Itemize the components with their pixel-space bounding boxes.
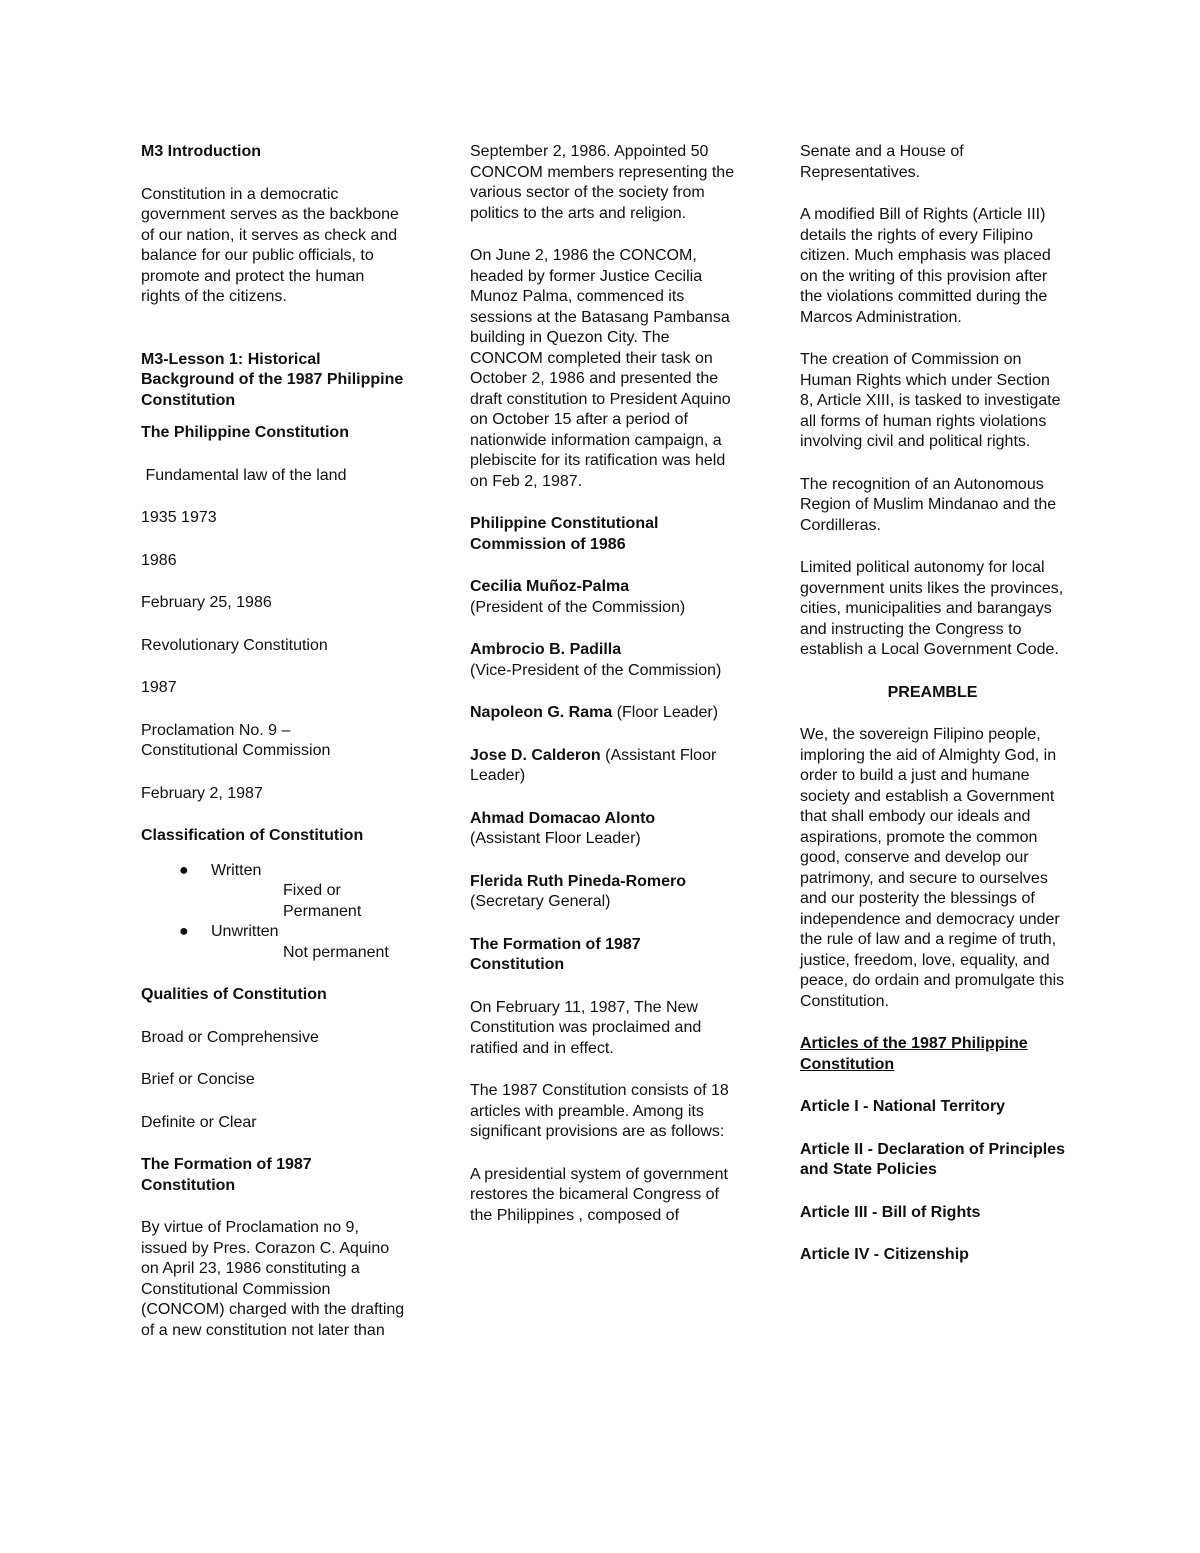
member-entry	[470, 640, 735, 681]
member-name: Ahmad Domacao Alonto	[470, 809, 656, 827]
column-3	[800, 142, 1065, 1288]
article-item: Article IV - Citizenship	[800, 1246, 969, 1263]
formation-heading: The Formation of 1987 Constitution	[141, 1156, 312, 1194]
member-entry	[470, 872, 735, 913]
quality-item: Brief or Concise	[141, 1071, 255, 1088]
member-role: (Floor Leader)	[612, 704, 719, 721]
bill-of-rights-text: A modified Bill of Rights (Article III) details the rights of every Filipino citizen. Much emphasis was placed on the writing of this provision after the violations committed during the Marcos Administration.	[800, 206, 1051, 326]
autonomous-text: The recognition of an Autonomous Region of Muslim Mindanao and the Cordilleras.	[800, 475, 1057, 534]
article-item: Article II - Declaration of Principles and State Policies	[800, 1140, 1065, 1178]
senate-text: Senate and a House of Representatives.	[800, 143, 964, 181]
articles-heading: Articles of the 1987 Philippine Constitution	[800, 1035, 1028, 1073]
qualities-heading: Qualities of Constitution	[141, 986, 327, 1003]
list-item-sub: Not permanent	[283, 943, 389, 961]
year-1986-text: 1986	[141, 551, 177, 569]
article-item: Article III - Bill of Rights	[800, 1203, 981, 1221]
lesson-heading: M3-Lesson 1: Historical Background of the 1987 Philippine Constitution	[141, 350, 404, 409]
quality-item: Definite or Clear	[141, 1113, 257, 1131]
member-name: Ambrocio B. Padilla	[470, 641, 622, 658]
column-1	[141, 142, 406, 1363]
list-item-sub: Permanent	[283, 902, 362, 920]
list-item-label: Written	[211, 861, 262, 879]
member-entry	[470, 703, 735, 724]
continued-text: September 2, 1986. Appointed 50 CONCOM members representing the various sector of the society from politics to the arts and religion.	[470, 143, 735, 222]
member-entry	[470, 746, 735, 787]
member-name: Jose D. Calderon	[470, 746, 601, 764]
commission-heading: Philippine Constitutional Commission of 1986	[470, 515, 659, 553]
list-item	[141, 922, 406, 963]
intro-heading: M3 Introduction	[141, 143, 261, 160]
column-2	[470, 142, 735, 1248]
proclamation-text	[141, 721, 406, 762]
philippine-constitution-heading: The Philippine Constitution	[141, 424, 349, 441]
intro-text: Constitution in a democratic government serves as the backbone of our nation, it serves as check and balance for our public officials, to promote and protect the human rights of the citizens.	[141, 185, 399, 305]
years-text: 1935 1973	[141, 509, 217, 526]
preamble-text: We, the sovereign Filipino people, imploring the aid of Almighty God, in order to build a just and humane society and establish a Government that shall embody our ideals and aspirations, promote the common good, conserve and develop our patrimony, and secure to ourselves and our posterity the blessings of independence and democracy under the rule of law and a regime of truth, justice, freedom, love, equality, and peace, do ordain and promulgate this Constitution.	[800, 726, 1065, 1010]
limited-autonomy-text: Limited political autonomy for local government units likes the provinces, cities, municipalities and barangays and instructing the Congress to establish a Local Government Code.	[800, 559, 1064, 658]
article-item: Article I - National Territory	[800, 1098, 1006, 1115]
member-name: Napoleon G. Rama	[470, 704, 613, 721]
member-entry	[470, 577, 735, 618]
member-role: (Secretary General)	[470, 893, 611, 910]
classification-heading: Classification of Constitution	[141, 827, 364, 844]
quality-item: Broad or Comprehensive	[141, 1028, 319, 1046]
member-entry	[470, 809, 735, 850]
member-name: Flerida Ruth Pineda-Romero	[470, 872, 687, 890]
proclamation-line-1: Proclamation No. 9 –	[141, 721, 291, 739]
revolutionary-constitution-text: Revolutionary Constitution	[141, 636, 328, 654]
list-item-label: Unwritten	[211, 923, 279, 940]
formation-heading-2: The Formation of 1987 Constitution	[470, 935, 641, 973]
bullet-icon: ●	[179, 923, 189, 940]
member-role: (President of the Commission)	[470, 598, 686, 616]
classification-list	[141, 861, 406, 964]
member-name: Cecilia Muñoz-Palma	[470, 578, 630, 595]
member-role: (Vice-President of the Commission)	[470, 661, 722, 679]
formation-text: By virtue of Proclamation no 9, issued by Pres. Corazon C. Aquino on April 23, 1986 constituting a Constitutional Commission (CONCOM) charged with the drafting of a new constitution not later than	[141, 1219, 405, 1339]
june-text: On June 2, 1986 the CONCOM, headed by former Justice Cecilia Munoz Palma, commenced its sessions at the Batasang Pambansa building in Quezon City. The CONCOM completed their task on October 2, 1986 and presented the draft constitution to President Aquino on October 15 after a period of nationwide information campaign, a plebiscite for its ratification was held on Feb 2, 1987.	[470, 247, 731, 490]
chr-text: The creation of Commission on Human Rights which under Section 8, Article XIII, is tasked to investigate all forms of human rights violations involving civil and political rights.	[800, 351, 1061, 450]
proclamation-line-2: Constitutional Commission	[141, 742, 331, 759]
consists-text: The 1987 Constitution consists of 18 articles with preamble. Among its significant provisions are as follows:	[470, 1082, 729, 1140]
list-item-sub: Fixed or	[283, 882, 341, 899]
presidential-text: A presidential system of government restores the bicameral Congress of the Philippines , composed of	[470, 1165, 728, 1224]
february-2-text: February 2, 1987	[141, 784, 263, 802]
list-item	[141, 861, 406, 923]
preamble-heading: PREAMBLE	[887, 683, 978, 701]
fundamental-law-text: Fundamental law of the land	[141, 466, 347, 484]
member-role: (Assistant Floor Leader)	[470, 746, 717, 784]
member-role: (Assistant Floor Leader)	[470, 830, 641, 847]
year-1987-text: 1987	[141, 679, 177, 696]
feb11-text: On February 11, 1987, The New Constitution was proclaimed and ratified and in effect.	[470, 998, 702, 1057]
february-25-text: February 25, 1986	[141, 594, 272, 611]
bullet-icon: ●	[179, 861, 189, 879]
